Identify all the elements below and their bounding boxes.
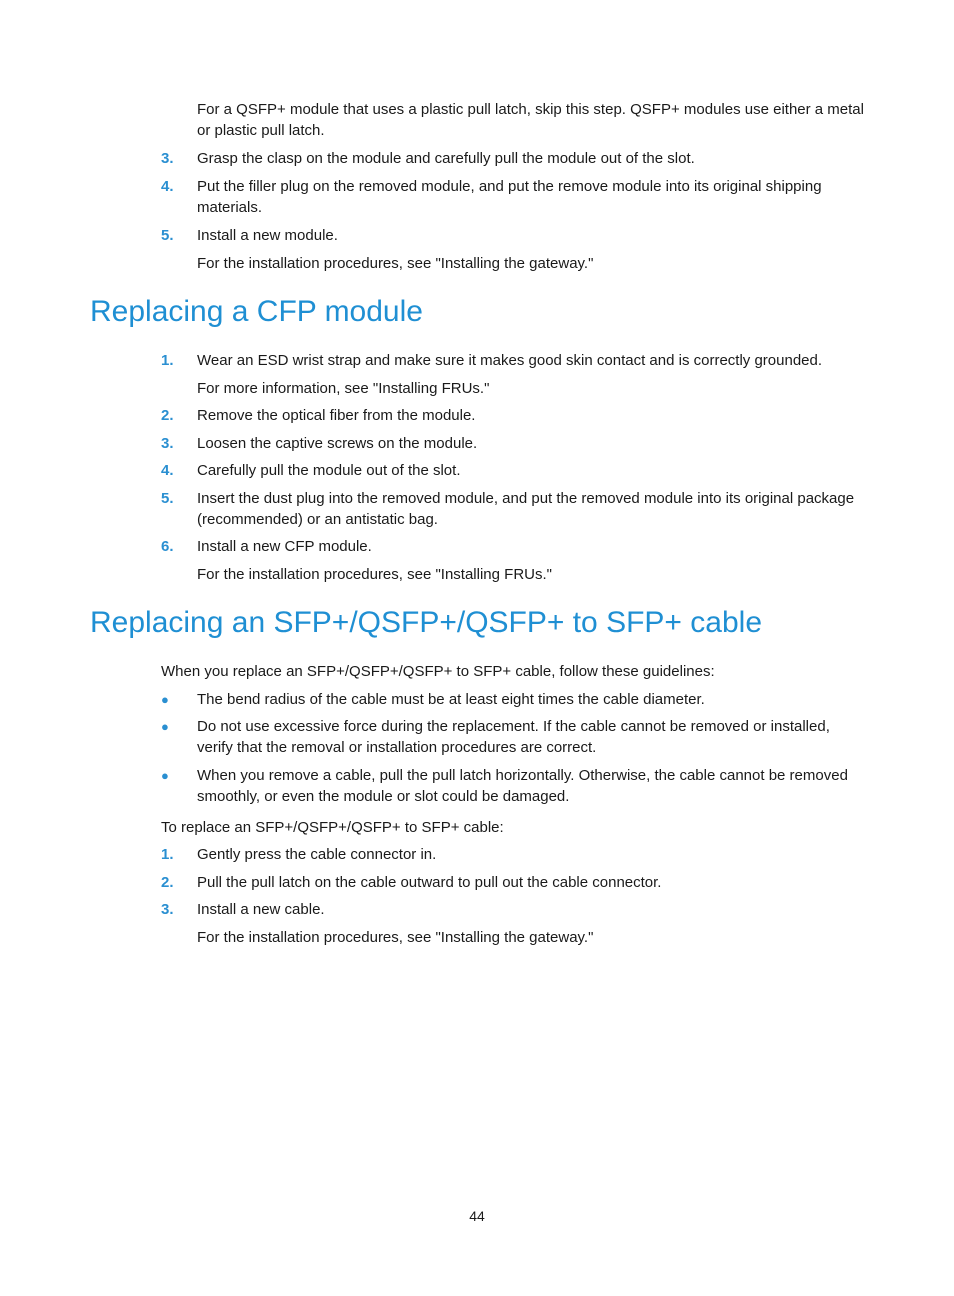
step-number: 5.	[161, 490, 174, 507]
list-item	[161, 899, 867, 920]
step-number: 1.	[161, 846, 174, 863]
step-number: 5.	[161, 227, 174, 244]
step-text: Install a new CFP module.	[197, 538, 372, 555]
step-text: Gently press the cable connector in.	[197, 846, 437, 863]
step-text: Loosen the captive screws on the module.	[197, 435, 478, 452]
step-number: 3.	[161, 435, 174, 452]
step-text: Insert the dust plug into the removed module, and put the removed module into its original package (recommended) or an antistatic bag.	[197, 490, 855, 528]
step-number: 4.	[161, 178, 174, 195]
bullet-icon: ●	[161, 719, 169, 734]
list-item	[161, 765, 867, 807]
step-text: Install a new module.	[197, 227, 338, 244]
list-item	[161, 844, 867, 865]
note-more-info: For more information, see "Installing FRUs."	[197, 380, 490, 397]
step-text: Grasp the clasp on the module and carefully pull the module out of the slot.	[197, 150, 695, 167]
bullet-text: The bend radius of the cable must be at least eight times the cable diameter.	[197, 691, 705, 708]
step-text: Wear an ESD wrist strap and make sure it makes good skin contact and is correctly grounded.	[197, 352, 823, 369]
step-text: Carefully pull the module out of the slot.	[197, 462, 461, 479]
step-number: 2.	[161, 874, 174, 891]
guidelines-intro: When you replace an SFP+/QSFP+/QSFP+ to SFP+ cable, follow these guidelines:	[161, 663, 715, 680]
list-item	[161, 488, 867, 530]
note-installation: For the installation procedures, see "Installing the gateway."	[197, 255, 594, 272]
list-item	[161, 460, 867, 481]
list-item	[161, 405, 867, 426]
step-text: Put the filler plug on the removed module, and put the remove module into its original shipping materials.	[197, 178, 822, 216]
bullet-text: Do not use excessive force during the replacement. If the cable cannot be removed or installed, verify that the removal or installation procedures are correct.	[197, 718, 830, 756]
note-plastic-latch: For a QSFP+ module that uses a plastic pull latch, skip this step. QSFP+ modules use either a metal or plastic pull latch.	[197, 101, 864, 139]
list-item	[161, 872, 867, 893]
list-item	[161, 689, 867, 710]
section-heading-cable: Replacing an SFP+/QSFP+/QSFP+ to SFP+ cable	[90, 606, 762, 639]
bullet-icon: ●	[161, 692, 169, 707]
note-installation: For the installation procedures, see "Installing the gateway."	[197, 929, 594, 946]
list-item	[161, 176, 867, 218]
procedure-lead: To replace an SFP+/QSFP+/QSFP+ to SFP+ cable:	[161, 819, 504, 836]
step-number: 1.	[161, 352, 174, 369]
list-item	[161, 536, 867, 557]
step-number: 2.	[161, 407, 174, 424]
list-item	[161, 148, 867, 169]
step-number: 6.	[161, 538, 174, 555]
bullet-text: When you remove a cable, pull the pull latch horizontally. Otherwise, the cable cannot be removed smoothly, or even the module or slot could be damaged.	[197, 767, 848, 805]
list-item	[161, 433, 867, 454]
step-number: 3.	[161, 901, 174, 918]
step-number: 3.	[161, 150, 174, 167]
list-item	[161, 350, 867, 371]
section-heading-cfp: Replacing a CFP module	[90, 295, 423, 328]
bullet-icon: ●	[161, 768, 169, 783]
list-item	[161, 716, 867, 758]
note-installation: For the installation procedures, see "Installing FRUs."	[197, 566, 552, 583]
step-text: Remove the optical fiber from the module.	[197, 407, 476, 424]
step-number: 4.	[161, 462, 174, 479]
page-number: 44	[469, 1208, 485, 1224]
list-item	[161, 225, 867, 246]
step-text: Pull the pull latch on the cable outward to pull out the cable connector.	[197, 874, 662, 891]
step-text: Install a new cable.	[197, 901, 325, 918]
